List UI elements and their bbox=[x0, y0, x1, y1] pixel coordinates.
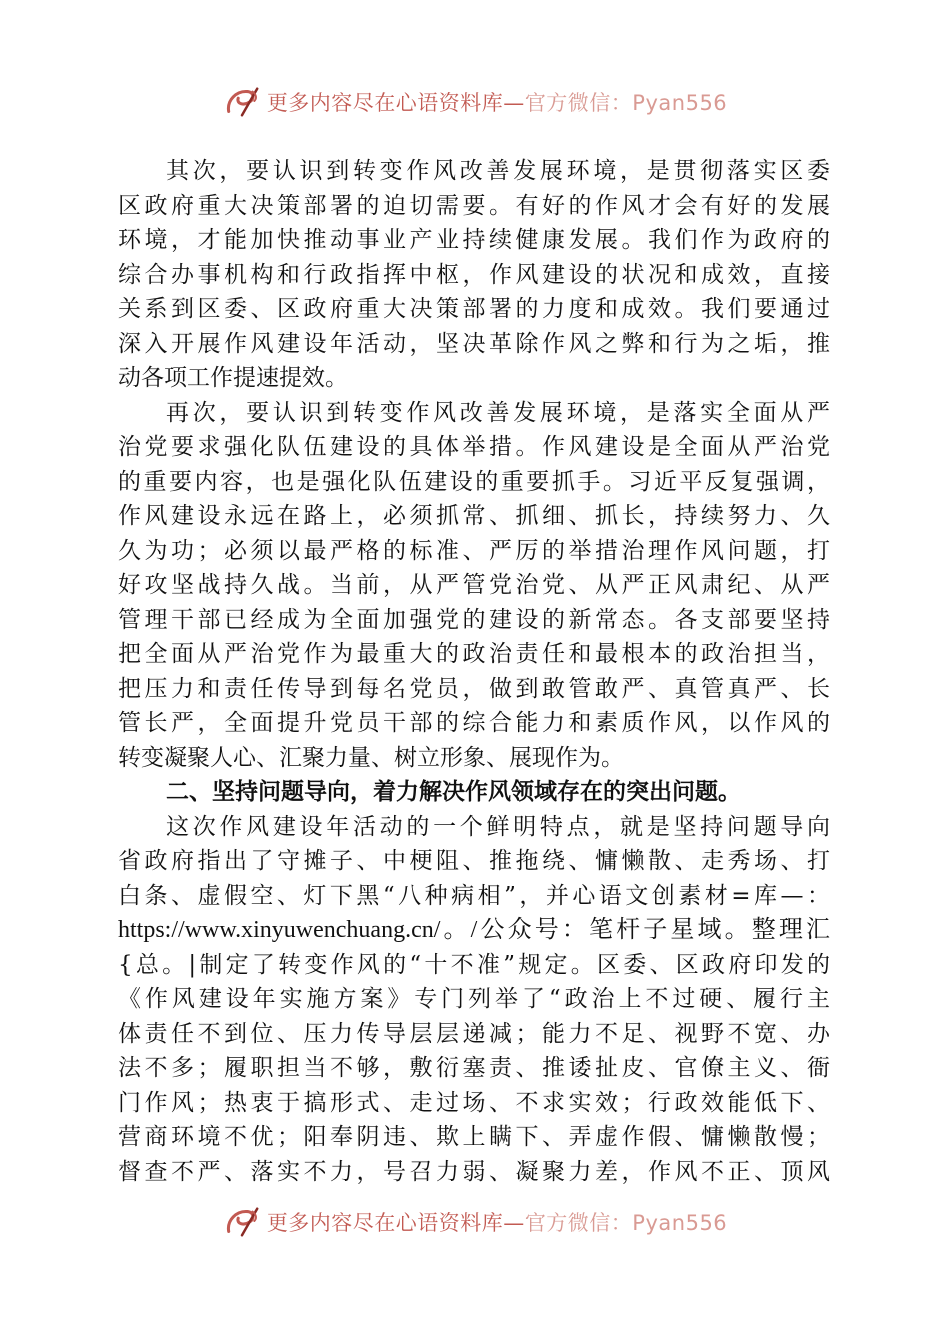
paragraph-line: 环境，才能加快推动事业产业持续健康发展。我们作为政府的 bbox=[118, 227, 830, 253]
paragraph-line: 动各项工作提速提效。 bbox=[118, 365, 348, 391]
header-banner bbox=[0, 80, 950, 124]
paragraph-line: 白条、虚假空、灯下黑“八种病相”，并心语文创素材=库—： bbox=[118, 882, 830, 909]
paragraph-line: 作风建设永远在路上，必须抓常、抓细、抓长，持续努力、久 bbox=[118, 503, 830, 529]
paragraph-line: 的重要内容，也是强化队伍建设的重要抓手。习近平反复强调， bbox=[118, 468, 830, 495]
paragraph-line: 深入开展作风建设年活动，坚决革除作风之弊和行为之垢，推 bbox=[118, 330, 830, 357]
paragraph-line: 督查不严、落实不力，号召力弱、凝聚力差，作风不正、顶风 bbox=[118, 1158, 830, 1185]
paragraph-line: 省政府指出了守摊子、中梗阻、推拖绕、慵懒散、走秀场、打 bbox=[118, 848, 830, 874]
paragraph-line: 治党要求强化队伍建设的具体举措。作风建设是全面从严治党 bbox=[118, 434, 830, 460]
header-wechat-text: 官方微信：Pyan556 bbox=[524, 91, 728, 115]
header-banner-text bbox=[267, 87, 727, 117]
paragraph-line: 综合办事机构和行政指挥中枢，作风建设的状况和成效，直接 bbox=[118, 261, 830, 288]
paragraph-line: 门作风；热衷于搞形式、走过场、不求实效；行政效能低下、 bbox=[118, 1089, 830, 1116]
paragraph-line: 法不多；履职担当不够，敷衍塞责、推诿扯皮、官僚主义、衙 bbox=[118, 1055, 830, 1081]
paragraph-line: 久为功；必须以最严格的标准、严厉的举措治理作风问题，打 bbox=[118, 537, 830, 564]
section-heading: 二、坚持问题导向，着力解决作风领域存在的突出问题。 bbox=[166, 778, 741, 805]
footer-wechat-text: 官方微信：Pyan556 bbox=[524, 1211, 728, 1235]
paragraph-line: 再次，要认识到转变作风改善发展环境，是落实全面从严 bbox=[166, 399, 830, 426]
paragraph-line: 区政府重大决策部署的迫切需要。有好的作风才会有好的发展 bbox=[118, 192, 830, 219]
paragraph-line: {总。|制定了转变作风的“十不准”规定。区委、区政府印发的 bbox=[118, 951, 830, 978]
header-banner-inner bbox=[223, 83, 727, 121]
footer-site-text: 更多内容尽在心语资料库— bbox=[266, 1211, 525, 1235]
paragraph-line: https://www.xinyuwenchuang.cn/。/公众号：笔杆子星域。整理汇 bbox=[118, 917, 830, 943]
paragraph-line: 营商环境不优；阳奉阴违、欺上瞒下、弄虚作假、慵懒散慢； bbox=[118, 1124, 830, 1150]
paragraph-line: 《作风建设年实施方案》专门列举了“政治上不过硬、履行主 bbox=[118, 986, 830, 1012]
footer-banner-inner bbox=[223, 1203, 727, 1241]
paragraph-line: 体责任不到位、压力传导层层递减；能力不足、视野不宽、办 bbox=[118, 1020, 830, 1047]
paragraph-line: 把压力和责任传导到每名党员，做到敢管敢严、真管真严、长 bbox=[118, 675, 830, 702]
header-site-text: 更多内容尽在心语资料库— bbox=[266, 91, 525, 115]
quill-swirl-logo-icon bbox=[223, 1203, 261, 1241]
paragraph-line: 转变凝聚人心、汇聚力量、树立形象、展现作为。 bbox=[118, 744, 624, 771]
paragraph-line: 管长严，全面提升党员干部的综合能力和素质作风，以作风的 bbox=[118, 710, 830, 736]
paragraph-line: 好攻坚战持久战。当前，从严管党治党、从严正风肃纪、从严 bbox=[118, 572, 830, 598]
footer-banner bbox=[0, 1200, 950, 1244]
paragraph-line: 关系到区委、区政府重大决策部署的力度和成效。我们要通过 bbox=[118, 296, 830, 322]
paragraph-line: 这次作风建设年活动的一个鲜明特点，就是坚持问题导向 bbox=[166, 813, 830, 840]
quill-swirl-logo-icon bbox=[223, 83, 261, 121]
footer-banner-text bbox=[267, 1207, 727, 1237]
document-body bbox=[118, 154, 830, 1189]
paragraph-line: 把全面从严治党作为最重大的政治责任和最根本的政治担当， bbox=[118, 641, 830, 667]
paragraph-line: 管理干部已经成为全面加强党的建设的新常态。各支部要坚持 bbox=[118, 606, 830, 633]
paragraph-line: 其次，要认识到转变作风改善发展环境，是贯彻落实区委 bbox=[166, 158, 830, 184]
